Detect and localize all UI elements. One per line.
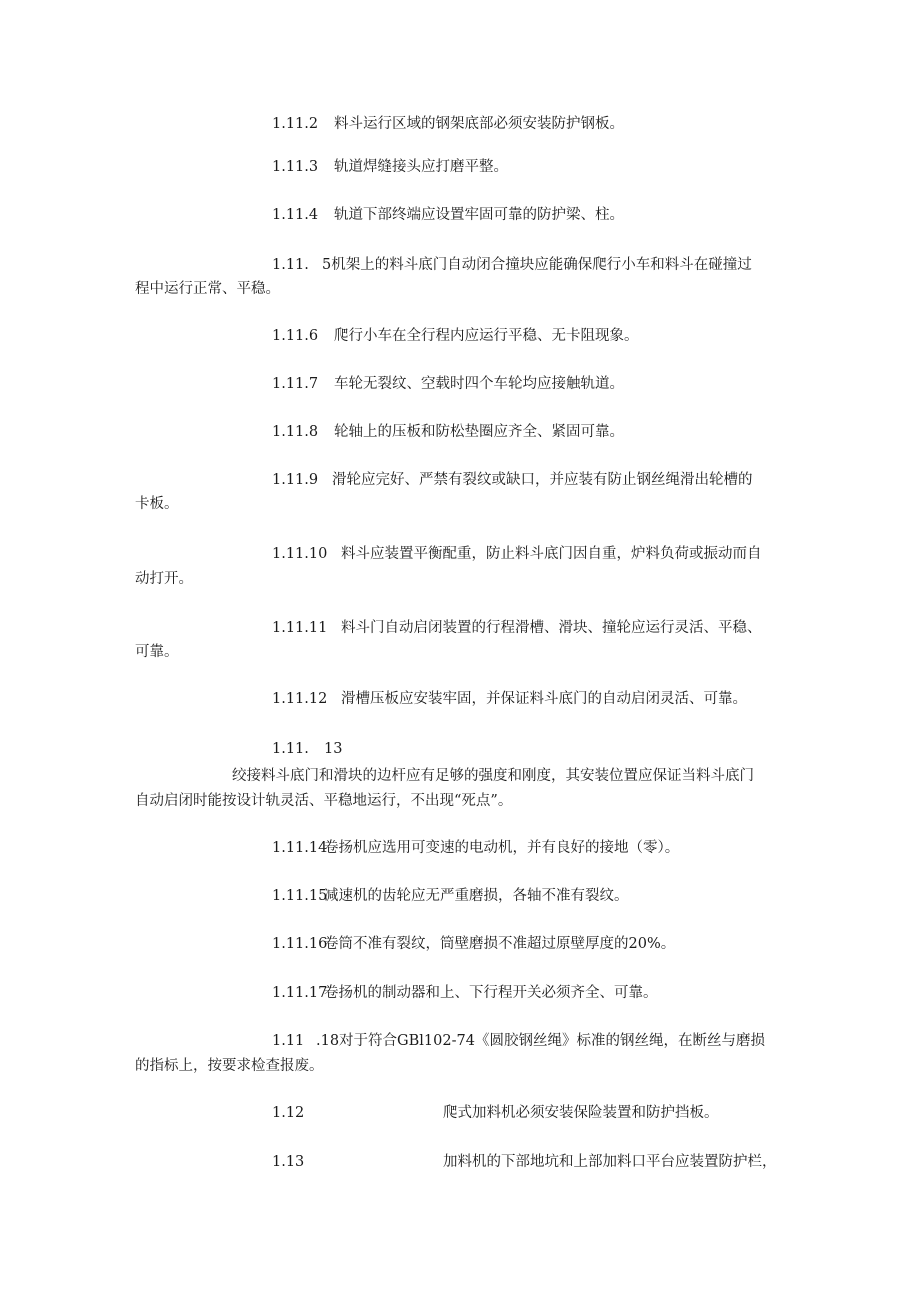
clause-number: 1.11.7 bbox=[272, 376, 319, 392]
clause-text: 爬式加料机必须安装保险装置和防护挡板。 bbox=[443, 1105, 719, 1121]
clause-continuation: 卡板。 bbox=[135, 496, 179, 512]
clause-1-11-10 bbox=[272, 544, 762, 564]
clause-number: 1.11. bbox=[272, 257, 309, 273]
clause-1-11-13 bbox=[272, 739, 342, 759]
clause-continuation: 动打开。 bbox=[135, 571, 193, 587]
clause-text: 5机架上的料斗底门自动闭合撞块应能确保爬行小车和料斗在碰撞过 bbox=[322, 257, 752, 273]
clause-text: 轮轴上的压板和防松垫圈应齐全、紧固可靠。 bbox=[334, 424, 624, 440]
clause-text: 卷扬机应选用可变速的电动机，并有良好的接地（零）。 bbox=[324, 840, 680, 856]
clause-text: 减速机的齿轮应无严重磨损，各轴不准有裂纹。 bbox=[324, 888, 629, 904]
clause-text: 料斗运行区域的钢架底部必须安装防护钢板。 bbox=[334, 116, 624, 132]
clause-number: 1.11 bbox=[272, 1033, 305, 1049]
clause-text: 加料机的下部地坑和上部加料口平台应装置防护栏， bbox=[443, 1154, 777, 1170]
clause-number: 1.11.2 bbox=[272, 116, 319, 132]
clause-number: 1.11.17 bbox=[272, 985, 328, 1001]
clause-1-12 bbox=[272, 1103, 719, 1123]
clause-text: .18对于符合GBl102-74《圆胶钢丝绳》标准的钢丝绳，在断丝与磨损 bbox=[316, 1033, 765, 1049]
clause-number: 1.11.14 bbox=[272, 840, 328, 856]
clause-text: 滑轮应完好、严禁有裂纹或缺口，并应装有防止钢丝绳滑出轮槽的 bbox=[332, 472, 753, 488]
clause-text: 13 bbox=[324, 741, 343, 757]
clause-text: 料斗门自动启闭装置的行程滑槽、滑块、撞轮应运行灵活、平稳、 bbox=[341, 620, 762, 636]
clause-text: 卷扬机的制动器和上、下行程开关必须齐全、可靠。 bbox=[324, 985, 658, 1001]
clause-number: 1.11.10 bbox=[272, 546, 328, 562]
clause-1-11-3 bbox=[272, 157, 508, 177]
clause-text: 卷筒不准有裂纹，筒壁磨损不准超过原壁厚度的20%。 bbox=[324, 936, 676, 952]
clause-number: 1.11.4 bbox=[272, 207, 319, 223]
clause-continuation: 自动启闭时能按设计轨灵活、平稳地运行，不出现“死点”。 bbox=[135, 793, 513, 809]
clause-number: 1.11.6 bbox=[272, 328, 319, 344]
clause-1-11-17 bbox=[272, 983, 658, 1003]
clause-1-11-16 bbox=[272, 934, 675, 954]
clause-1-11-2 bbox=[272, 114, 624, 134]
clause-1-11-9 bbox=[272, 470, 753, 490]
clause-number: 1.13 bbox=[272, 1154, 305, 1170]
clause-1-11-8 bbox=[272, 422, 624, 442]
clause-1-11-4 bbox=[272, 205, 624, 225]
clause-number: 1.11.11 bbox=[272, 620, 328, 636]
clause-number: 1.11.12 bbox=[272, 691, 328, 707]
clause-number: 1.11.16 bbox=[272, 936, 328, 952]
clause-text: 料斗应装置平衡配重，防止料斗底门因自重，炉料负荷或振动而自 bbox=[341, 546, 762, 562]
clause-1-11-11 bbox=[272, 618, 762, 638]
clause-1-11-7 bbox=[272, 374, 624, 394]
clause-continuation: 的指标上，按要求检查报废。 bbox=[135, 1058, 324, 1074]
clause-number: 1.11.8 bbox=[272, 424, 319, 440]
clause-1-13 bbox=[272, 1152, 777, 1172]
clause-1-11-14 bbox=[272, 838, 679, 858]
clause-continuation: 可靠。 bbox=[135, 644, 179, 660]
clause-text: 滑槽压板应安装牢固，并保证料斗底门的自动启闭灵活、可靠。 bbox=[341, 691, 747, 707]
clause-number: 1.11.3 bbox=[272, 159, 319, 175]
clause-1-11-5 bbox=[272, 255, 752, 275]
clause-text: 爬行小车在全行程内应运行平稳、无卡阻现象。 bbox=[334, 328, 639, 344]
clause-1-11-15 bbox=[272, 886, 629, 906]
clause-number: 1.12 bbox=[272, 1105, 305, 1121]
clause-text: 车轮无裂纹、空载时四个车轮均应接触轨道。 bbox=[334, 376, 624, 392]
clause-1-11-18 bbox=[272, 1031, 765, 1051]
clause-1-11-6 bbox=[272, 326, 639, 346]
clause-number: 1.11.15 bbox=[272, 888, 328, 904]
clause-number: 1.11. bbox=[272, 741, 309, 757]
clause-text: 轨道下部终端应设置牢固可靠的防护梁、柱。 bbox=[334, 207, 624, 223]
clause-text: 绞接料斗底门和滑块的边杆应有足够的强度和刚度，其安装位置应保证当料斗底门 bbox=[232, 768, 754, 784]
clause-continuation: 程中运行正常、平稳。 bbox=[135, 281, 280, 297]
clause-1-11-13-body bbox=[232, 766, 754, 786]
clause-1-11-12 bbox=[272, 689, 747, 709]
clause-number: 1.11.9 bbox=[272, 472, 319, 488]
clause-text: 轨道焊缝接头应打磨平整。 bbox=[334, 159, 508, 175]
